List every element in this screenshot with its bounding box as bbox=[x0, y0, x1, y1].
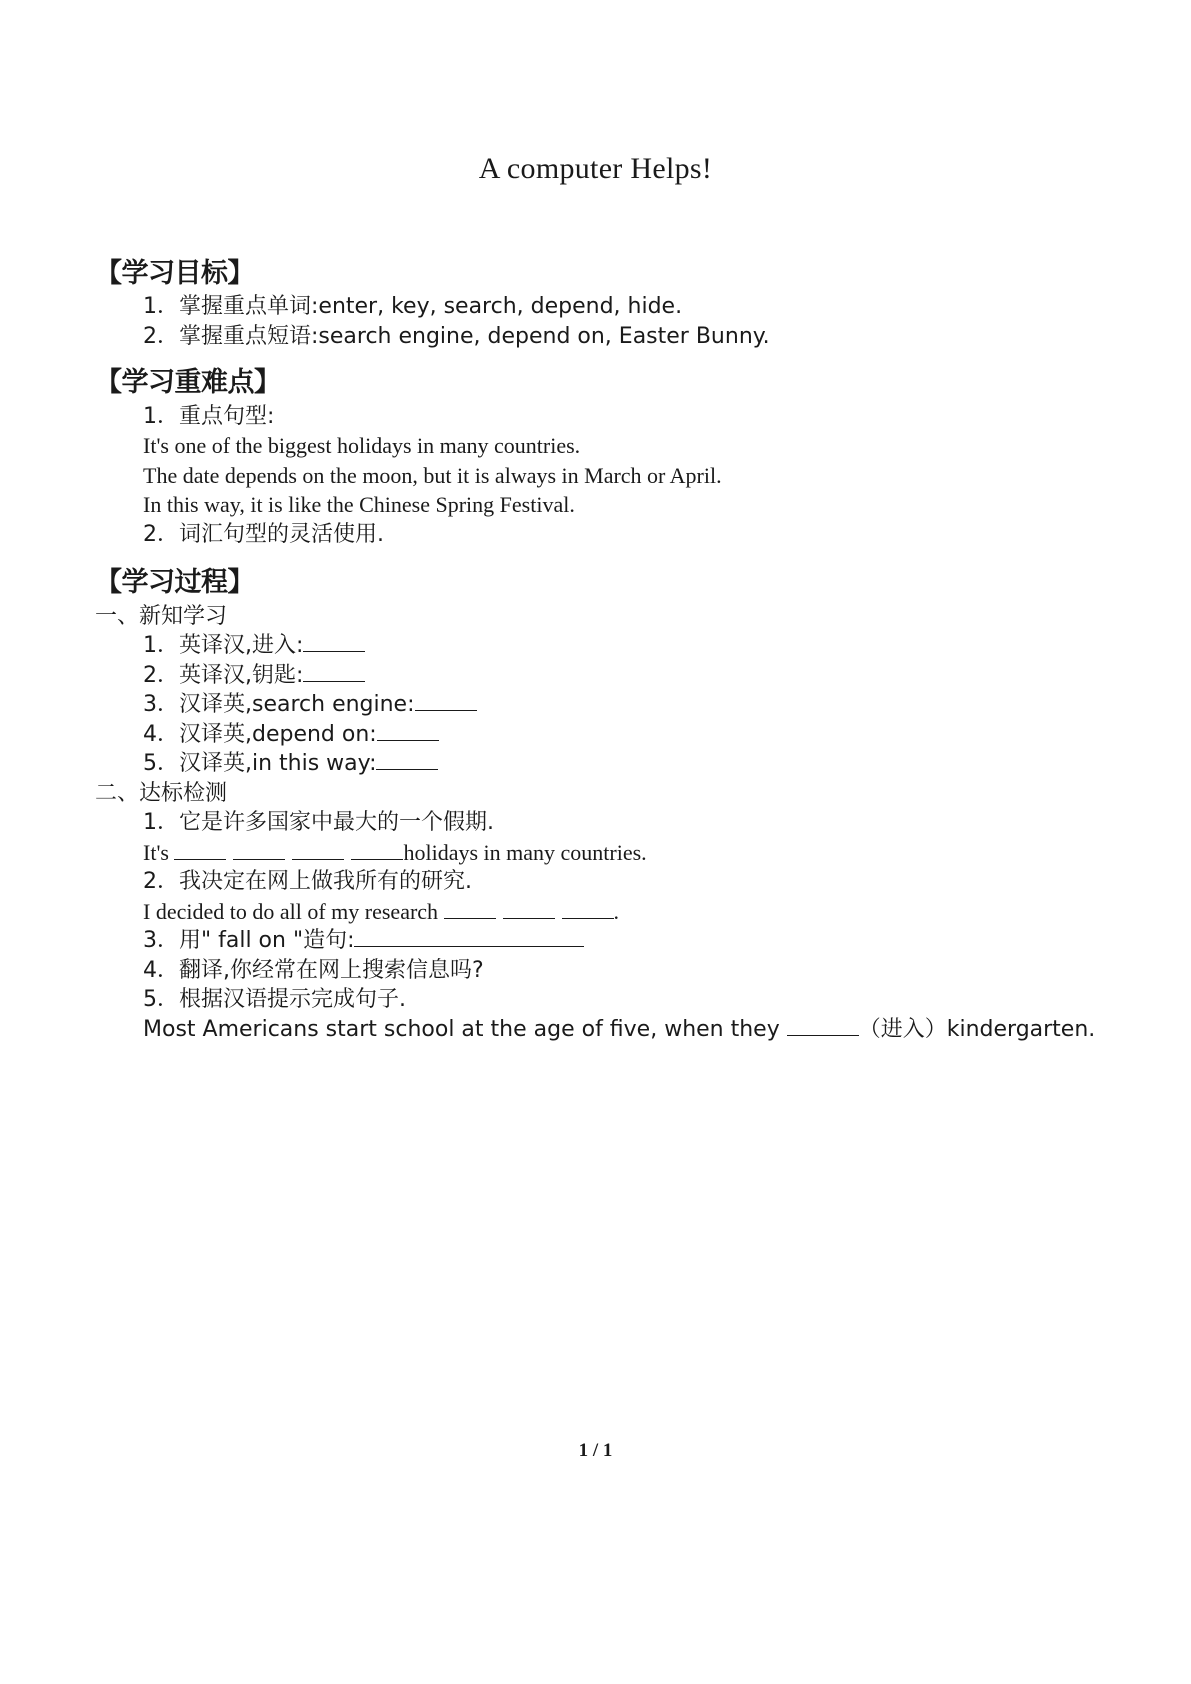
exercise-2-prefix: I decided to do all of my research bbox=[143, 898, 444, 924]
exercise-1-prompt: 1．它是许多国家中最大的一个假期. bbox=[143, 810, 494, 836]
objectives-heading: 【学习目标】 bbox=[95, 258, 254, 289]
part-one-item-5-text: 5．汉译英,in this way: bbox=[143, 751, 377, 777]
part-one-item-3-text: 3．汉译英,search engine: bbox=[143, 692, 415, 718]
exercise-3-text: 3．用" fall on "造句: bbox=[143, 928, 355, 954]
part-one-item-5 bbox=[0, 749, 1191, 779]
exercise-2-answer-line bbox=[0, 897, 1191, 927]
exercise-5-answer-line bbox=[0, 1015, 1191, 1045]
page-title: A computer Helps! bbox=[478, 152, 713, 185]
key-points-heading: 【学习重难点】 bbox=[95, 367, 281, 399]
key-sentence-3: In this way, it is like the Chinese Spring Festival. bbox=[143, 492, 575, 518]
exercise-4-prompt: 4．翻译,你经常在网上搜索信息吗? bbox=[143, 957, 484, 983]
part-one-item-2 bbox=[0, 661, 1191, 691]
part-one-label: 一、新知学习 bbox=[95, 603, 228, 629]
exercise-5-prompt: 5．根据汉语提示完成句子. bbox=[143, 987, 406, 1013]
exercise-2-suffix: . bbox=[613, 898, 620, 924]
section-objectives bbox=[0, 256, 1191, 351]
part-one-item-3 bbox=[0, 690, 1191, 720]
key-sentence-1: It's one of the biggest holidays in many countries. bbox=[143, 433, 581, 459]
answer-blank[interactable] bbox=[444, 918, 496, 919]
key-sentence-2: The date depends on the moon, but it is always in March or April. bbox=[143, 462, 722, 488]
part-one-item-4-text: 4．汉译英,depend on: bbox=[143, 721, 377, 747]
answer-blank[interactable] bbox=[354, 946, 584, 947]
exercise-5-prefix: Most Americans start school at the age of five, when they bbox=[143, 1016, 787, 1042]
answer-blank[interactable] bbox=[376, 769, 438, 770]
part-one-item-1-text: 1．英译汉,进入: bbox=[143, 633, 304, 659]
exercise-2-prompt: 2．我决定在网上做我所有的研究. bbox=[143, 869, 472, 895]
answer-blank[interactable] bbox=[415, 710, 477, 711]
process-heading: 【学习过程】 bbox=[95, 567, 254, 599]
answer-blank[interactable] bbox=[292, 859, 344, 860]
answer-blank[interactable] bbox=[303, 651, 365, 652]
part-one-item-2-text: 2．英译汉,钥匙: bbox=[143, 662, 304, 688]
answer-blank[interactable] bbox=[303, 681, 365, 682]
exercise-5-suffix: （进入）kindergarten. bbox=[858, 1016, 1096, 1042]
exercise-1-suffix: holidays in many countries. bbox=[403, 839, 647, 865]
answer-blank[interactable] bbox=[503, 918, 555, 919]
key-points-item-1: 1．重点句型: bbox=[143, 403, 275, 429]
answer-blank[interactable] bbox=[377, 740, 439, 741]
section-key-points bbox=[0, 365, 1191, 549]
objectives-item-1: 1．掌握重点单词:enter, key, search, depend, hide. bbox=[143, 294, 683, 320]
section-process bbox=[0, 565, 1191, 1044]
answer-blank[interactable] bbox=[233, 859, 285, 860]
page-number: 1 / 1 bbox=[578, 1440, 613, 1461]
key-points-item-2: 2．词汇句型的灵活使用. bbox=[143, 521, 384, 547]
part-one-item-1 bbox=[0, 631, 1191, 661]
exercise-1-answer-line bbox=[0, 838, 1191, 868]
answer-blank[interactable] bbox=[787, 1035, 859, 1036]
answer-blank[interactable] bbox=[351, 859, 403, 860]
objectives-item-2: 2．掌握重点短语:search engine, depend on, Easter Bunny. bbox=[143, 323, 770, 349]
part-two-label: 二、达标检测 bbox=[95, 780, 228, 806]
exercise-1-prefix: It's bbox=[143, 839, 175, 865]
answer-blank[interactable] bbox=[174, 859, 226, 860]
exercise-3-prompt bbox=[0, 926, 1191, 956]
answer-blank[interactable] bbox=[562, 918, 614, 919]
part-one-item-4 bbox=[0, 720, 1191, 750]
